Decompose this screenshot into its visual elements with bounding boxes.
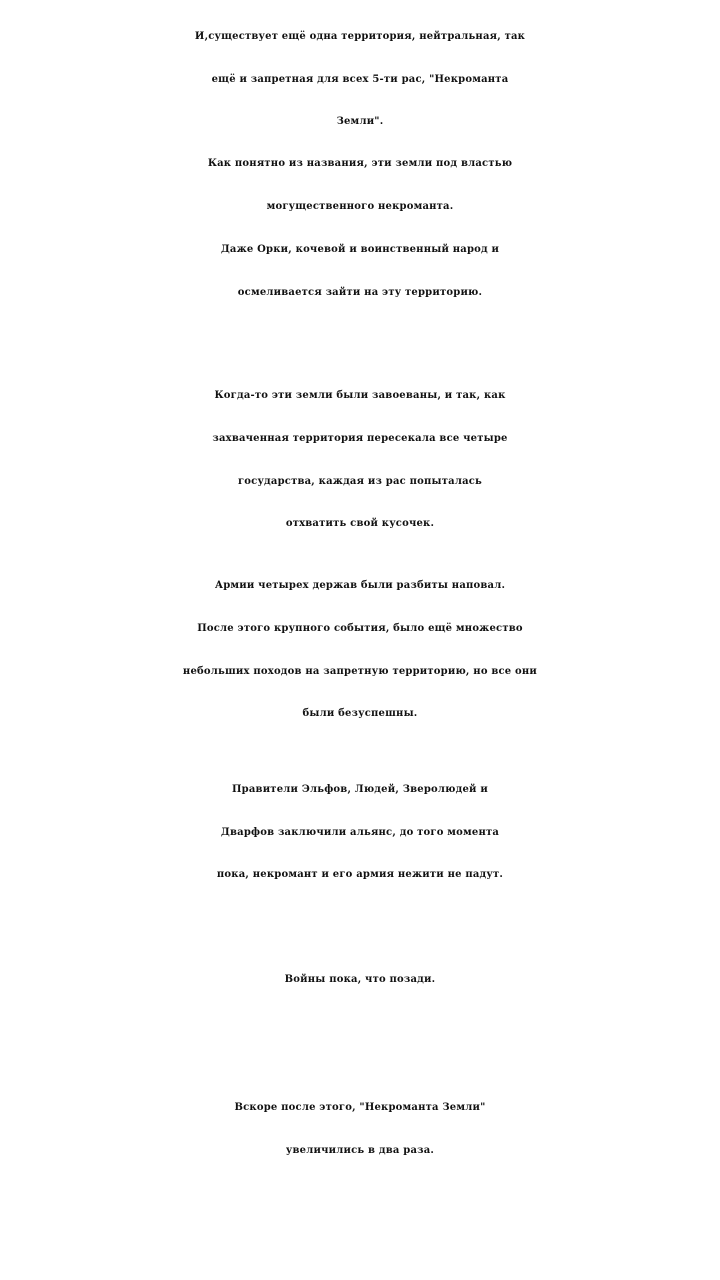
text-line: Как понятно из названия, эти земли под властью bbox=[207, 158, 513, 169]
text-line: небольших походов на запретную территорию, но все они bbox=[182, 666, 538, 677]
text-line: Правители Эльфов, Людей, Зверолюдей и bbox=[232, 784, 488, 795]
text-line: увеличились в два раза. bbox=[285, 1145, 435, 1156]
text-line: отхватить свой кусочек. bbox=[285, 518, 435, 529]
text-line: После этого крупного события, было ещё множество bbox=[197, 623, 523, 634]
text-line: Даже Орки, кочевой и воинственный народ и bbox=[220, 244, 500, 255]
text-line: Дварфов заключили альянс, до того момента bbox=[220, 827, 500, 838]
text-line: были безуспешны. bbox=[302, 708, 418, 719]
text-line: ещё и запретная для всех 5-ти рас, "Некроманта bbox=[211, 74, 509, 85]
text-line: государства, каждая из рас попыталась bbox=[237, 476, 483, 487]
text-line: Войны пока, что позади. bbox=[284, 974, 436, 985]
text-line: захваченная территория пересекала все четыре bbox=[212, 433, 508, 444]
text-line: И,существует ещё одна территория, нейтральная, так bbox=[194, 31, 526, 42]
text-line: Когда-то эти земли были завоеваны, и так, как bbox=[214, 390, 506, 401]
text-line: Вскоре после этого, "Некроманта Земли" bbox=[234, 1102, 486, 1113]
text-line: могущественного некроманта. bbox=[266, 201, 454, 212]
text-line: пока, некромант и его армия нежити не падут. bbox=[216, 869, 504, 880]
text-line: осмеливается зайти на эту территорию. bbox=[237, 287, 483, 298]
text-line: Земли". bbox=[336, 116, 384, 127]
text-line: Армии четырех держав были разбиты наповал. bbox=[214, 580, 506, 591]
